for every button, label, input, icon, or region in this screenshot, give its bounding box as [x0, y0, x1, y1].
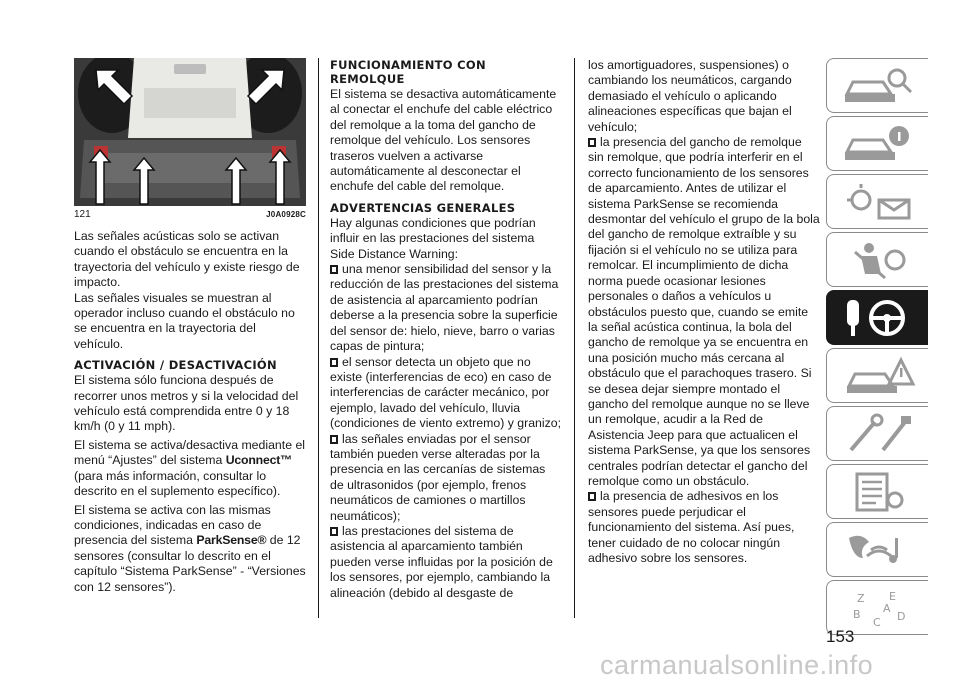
specs-list-icon	[839, 470, 917, 514]
figure-number: 121	[74, 209, 91, 220]
svg-text:D: D	[896, 609, 905, 623]
brand-uconnect: Uconnect™	[225, 453, 293, 468]
bullet-item: el sensor detecta un objeto que no existe (interferencias de eco) en caso de interferencias de carácter mecánico, por ejemplo, lavado del vehículo, lluvia (condiciones de viento extremo) y granizo;	[330, 354, 562, 431]
section-heading-activation: ACTIVACIÓN / DESACTIVACIÓN	[74, 358, 277, 373]
paragraph: El sistema sólo funciona después de recorrer unos metros y si la velocidad del vehículo está comprendida entre 0 y 18 km/h (0 y 11 mph).	[74, 373, 299, 434]
section-heading-towing: FUNCIONAMIENTO CON REMOLQUE	[330, 58, 486, 86]
brand-parksense: ParkSense®	[196, 533, 267, 548]
bullet-item: las señales enviadas por el sensor también pueden verse alteradas por la presencia en las cercanías de sistemas de ultrasonidos (por ejemplo, frenos neumáticos de camiones o martillos neumáticos);	[330, 431, 546, 523]
tab-servicing[interactable]	[826, 406, 928, 461]
tab-technical-data[interactable]	[826, 464, 928, 519]
paragraph: Hay algunas condiciones que podrían influir en las prestaciones del sistema Side Distance Warning:	[330, 215, 536, 261]
multimedia-icon	[839, 528, 917, 572]
section-heading-general-warnings: ADVERTENCIAS GENERALES	[330, 200, 516, 215]
paragraph: El sistema se activa con las mismas condiciones, indicadas en caso de presencia del sistema ParkSense® de 12 sensores (consultar lo descrito en el capítulo “Sistema ParkSense” - “Versiones con 12 sensores”).	[74, 502, 306, 594]
column-2	[330, 58, 562, 601]
tab-emergency[interactable]	[826, 348, 928, 403]
tab-warning-lights[interactable]	[826, 174, 928, 229]
warning-lights-icon	[839, 180, 917, 224]
tab-starting-driving[interactable]	[826, 290, 928, 345]
column-3	[588, 58, 820, 566]
car-crash-icon	[839, 354, 917, 398]
bullet-item: la presencia de adhesivos en los sensores puede perjudicar el funcionamiento del sistema. Así pues, tener cuidado de no colocar ningún adhesivo sobre los sensores.	[588, 489, 795, 565]
tab-car-search[interactable]	[826, 58, 928, 113]
column-divider	[574, 58, 575, 618]
chapter-tabs	[826, 58, 928, 638]
bullet-icon	[330, 358, 338, 367]
tab-car-info[interactable]	[826, 116, 928, 171]
bullet-icon	[588, 138, 596, 147]
tab-safety[interactable]	[826, 232, 928, 287]
paragraph: Las señales visuales se muestran al operador incluso cuando el obstáculo no se encuentra en la trayectoria del vehículo.	[74, 290, 295, 351]
paragraph: El sistema se activa/desactiva mediante el menú “Ajustes” del sistema Uconnect™ (para más información, consultar lo descrito en el suplemento específico).	[74, 437, 306, 499]
svg-text:C: C	[872, 615, 881, 629]
figure-caption	[74, 209, 306, 221]
paragraph: El sistema se desactiva automáticamente al conectar el enchufe del cable eléctrico del remolque a la toma del gancho de remolque del vehículo. Los sensores traseros vuelven a activarse automáticamente al desconectar el enchufe del cable del remolque.	[330, 87, 557, 194]
tab-multimedia[interactable]	[826, 522, 928, 577]
car-info-icon	[839, 122, 917, 166]
safety-airbag-icon	[839, 238, 917, 282]
bullet-item: una menor sensibilidad del sensor y la reducción de las prestaciones del sistema de asistencia al aparcamiento podrían deberse a la presencia sobre la superficie del sensor de: hielo, nieve, barro o varias capas de pintura;	[330, 262, 559, 354]
svg-text:A: A	[882, 601, 891, 615]
figure-code: J0A0928C	[266, 210, 306, 219]
svg-text:Z: Z	[856, 591, 865, 605]
bullet-icon	[330, 265, 338, 274]
column-1	[74, 58, 306, 595]
watermark: carmanualsonline.info	[600, 650, 874, 680]
rear-bumper-photo	[74, 58, 306, 206]
bullet-icon	[330, 435, 338, 444]
paragraph: los amortiguadores, suspensiones) o cambiando los neumáticos, cargando demasiado el vehículo o aplicando alineaciones específicas que bajan el vehículo;	[588, 58, 792, 134]
bullet-icon	[588, 492, 596, 501]
bullet-item: la presencia del gancho de remolque sin remolque, que podría interferir en el correcto funcionamiento de los sensores de aparcamiento. Antes de utilizar el sistema ParkSense se recomienda desmontar del vehículo el grupo de la bola del gancho de remolque extraíble y su fijación si el vehículo no se utiliza para remolcar. El incumplimiento de dicha norma puede ocasionar lesiones personales o daños a vehículos u obstáculos puesto que, cuando se emite la señal acústica continua, la bola del gancho de remolque ya se encuentra en una posición mucho más cercana al obstáculo que el parachoques trasero. Si se desea dejar siempre montado el gancho del remolque aunque no se lleve un remolque, acudir a la Red de Asistencia Jeep para que actualicen el sistema ParkSense, ya que los sensores centrales podrían detectar el gancho del remolque como un obstáculo.	[588, 135, 820, 488]
svg-text:B: B	[852, 607, 861, 621]
rear-bumper-sensors-figure	[74, 58, 306, 206]
column-divider	[318, 58, 319, 618]
tools-icon	[839, 412, 917, 456]
alphabet-index-icon	[839, 586, 917, 630]
page-number: 153	[826, 627, 855, 646]
paragraph: Las señales acústicas solo se activan cuando el obstáculo se encuentra en la trayectoria del vehículo y existe riesgo de impacto.	[74, 229, 300, 290]
bullet-icon	[330, 527, 338, 536]
car-search-icon	[839, 64, 917, 108]
svg-text:E: E	[888, 589, 896, 603]
bullet-item: las prestaciones del sistema de asistencia al aparcamiento también pueden verse influidas por la posición de los sensores, por ejemplo, cambiando la alineación (debido al desgaste de	[330, 523, 553, 600]
key-steering-wheel-icon	[839, 296, 917, 340]
